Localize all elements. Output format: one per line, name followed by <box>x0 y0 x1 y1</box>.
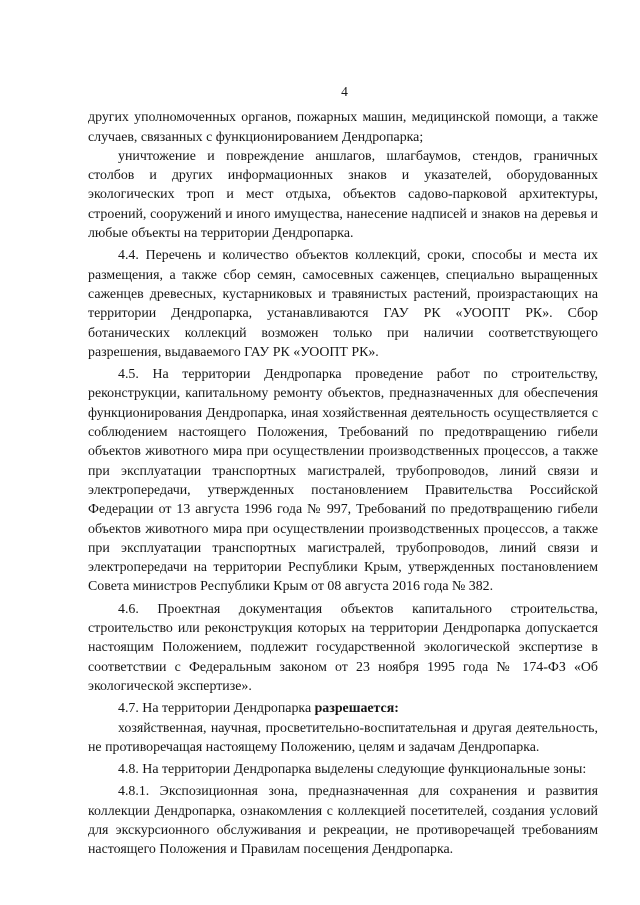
page-number: 4 <box>341 84 348 99</box>
paragraph-4-7-text: 4.7. На территории Дендропарка <box>118 701 315 717</box>
paragraph-4-8: 4.8. На территории Дендропарка выделены следующие функциональные зоны: <box>118 762 587 778</box>
paragraph-4-6: 4.6. Проектная документация объектов капитального строительства, строительство или реконструкция которых на территории Дендропарка допускается настоящим Положением, подлежит государственной экологической экспертизе в соответствии с Федеральным законом от 23 ноября 1995 года № 174-ФЗ «Об экологической экспертизе». <box>88 601 598 694</box>
paragraph-4-5: 4.5. На территории Дендропарка проведение работ по строительству, реконструкции, капитальному ремонту объектов, предназначенных для обеспечения функционирования Дендропарка, иная хозяйственная деятельность осуществляется с соблюдением настоящего Положения, Требований по предотвращению гибели объектов животного мира при осуществлении производственных процессов, а также при эксплуатации транспортных магистралей, трубопроводов, линий связи и электропередачи, утвержденных постановлением Правительства Российской Федерации от 13 августа 1996 года № 997, Требований по предотвращению гибели объектов животного мира при осуществлении производственных процессов, а также при эксплуатации транспортных магистралей, трубопроводов, линий связи и электропередачи на территории Республики Крым, утвержденных постановлением Совета министров Республики Крым от 08 августа 2016 года № 382. <box>88 367 598 595</box>
paragraph-4-4: 4.4. Перечень и количество объектов коллекций, сроки, способы и места их размещения, а также сбор семян, самосевных саженцев, специально выращенных саженцев древесных, кустарниковых и травянистых растений, произрастающих на территории Дендропарка, устанавливаются ГАУ РК «УООПТ РК». Сбор ботанических коллекций возможен только при наличии соответствующего разрешения, выдаваемого ГАУ РК «УООПТ РК». <box>88 248 598 360</box>
paragraph-4-7 <box>88 699 598 718</box>
paragraph-continuation: других уполномоченных органов, пожарных машин, медицинской помощи, а также случаев, связанных с функционированием Дендропарка; <box>88 110 598 145</box>
paragraph-prohibition-damage: уничтожение и повреждение аншлагов, шлагбаумов, стендов, граничных столбов и других информационных знаков и указателей, оборудованных экологических троп и мест отдыха, объектов садово-парковой архитектуры, строений, сооружений и иного имущества, нанесение надписей и знаков на деревья и любые объекты на территории Дендропарка. <box>88 148 598 242</box>
paragraph-4-8-1: 4.8.1. Экспозиционная зона, предназначенная для сохранения и развития коллекции Дендропарка, ознакомления с коллекцией посетителей, создания условий для экскурсионного обслуживания и рекреации, не противоречащей требованиям настоящего Положения и Правилам посещения Дендропарка. <box>88 784 598 858</box>
paragraph-4-7-bold: разрешается: <box>314 701 399 717</box>
paragraph-allowed-activity: хозяйственная, научная, просветительно-воспитательная и другая деятельность, не противоречащая настоящему Положению, целям и задачам Дендропарка. <box>88 720 598 755</box>
